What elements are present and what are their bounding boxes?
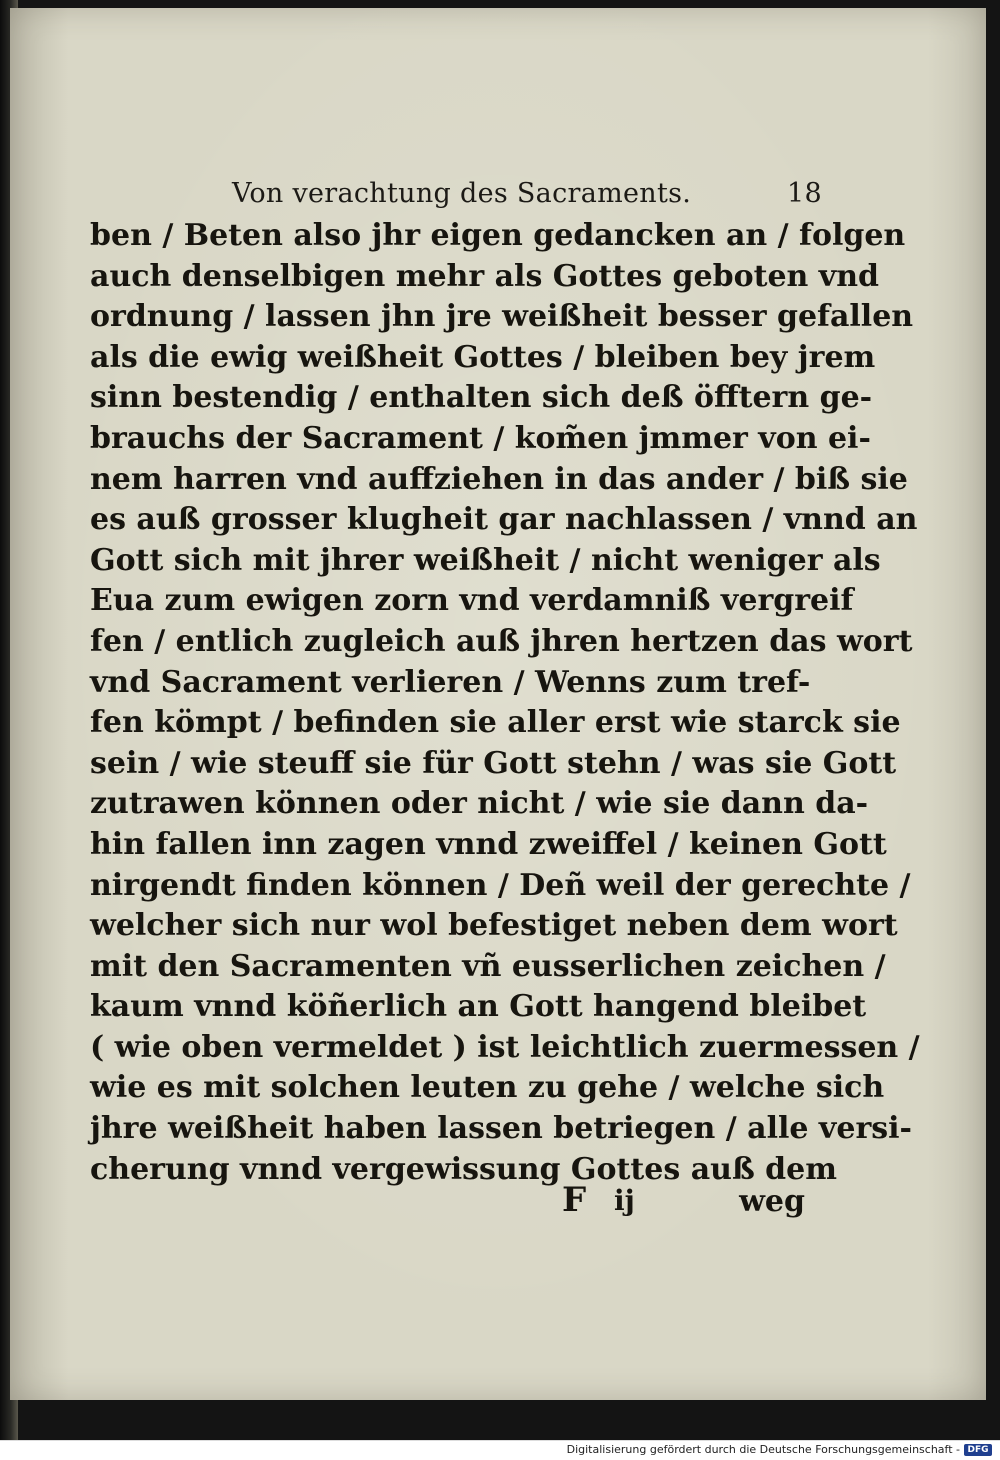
text-line: mit den Sacramenten vñ eusserlichen zeichen / (90, 948, 886, 984)
text-line: nirgendt finden können / Deñ weil der gerechte / (90, 867, 911, 903)
body-text (90, 216, 920, 1190)
page-header (232, 178, 822, 218)
signature-number: ij (614, 1184, 635, 1217)
text-line: fen / entlich zugleich auß jhren hertzen das wort (90, 623, 913, 659)
text-line: Eua zum ewigen zorn vnd verdamniß vergreif (90, 583, 854, 619)
text-line: brauchs der Sacrament / kom̃en jmmer von ei- (90, 420, 871, 456)
footer-bar (0, 1440, 1000, 1460)
signature-mark: F (562, 1180, 587, 1220)
dfg-logo: DFG (964, 1444, 992, 1456)
text-line: zutrawen können oder nicht / wie sie dann da- (90, 786, 869, 822)
text-line: cherung vnnd vergewissung Gottes auß dem (90, 1151, 837, 1187)
text-line: fen kömpt / befinden sie aller erst wie starck sie (90, 705, 901, 741)
text-line: jhre weißheit haben lassen betriegen / alle versi- (90, 1111, 912, 1147)
text-line: nem harren vnd auffziehen in das ander / biß sie (90, 461, 908, 497)
text-line: ordnung / lassen jhn jre weißheit besser gefallen (90, 299, 914, 335)
text-line: kaum vnnd köñerlich an Gott hangend bleibet (90, 989, 867, 1025)
catchword: weg (739, 1184, 805, 1219)
text-line: vnd Sacrament verlieren / Wenns zum tref- (90, 664, 811, 700)
text-line: ( wie oben vermeldet ) ist leichtlich zuermessen / (90, 1029, 920, 1065)
text-line: hin fallen inn zagen vnnd zweiffel / keinen Gott (90, 826, 887, 862)
text-line: welcher sich nur wol befestiget neben dem wort (90, 908, 898, 944)
text-line: auch denselbigen mehr als Gottes geboten vnd (90, 258, 880, 294)
text-line: als die ewig weißheit Gottes / bleiben bey jrem (90, 339, 876, 375)
text-line: sein / wie steuff sie für Gott stehn / was sie Gott (90, 745, 897, 781)
page-foot (550, 1180, 805, 1224)
funding-credit: Digitalisierung gefördert durch die Deutsche Forschungsgemeinschaft - (566, 1443, 960, 1456)
text-line: es auß grosser klugheit gar nachlassen / vnnd an (90, 502, 918, 538)
folio-number: 18 (787, 178, 822, 209)
text-line: Gott sich mit jhrer weißheit / nicht weniger als (90, 542, 881, 578)
text-line: wie es mit solchen leuten zu gehe / welche sich (90, 1070, 885, 1106)
text-line: sinn bestendig / enthalten sich deß öfftern ge- (90, 380, 873, 416)
book-page (10, 8, 986, 1400)
text-line: ben / Beten also jhr eigen gedancken an / folgen (90, 218, 906, 253)
running-title: Von verachtung des Sacraments. (232, 178, 692, 209)
